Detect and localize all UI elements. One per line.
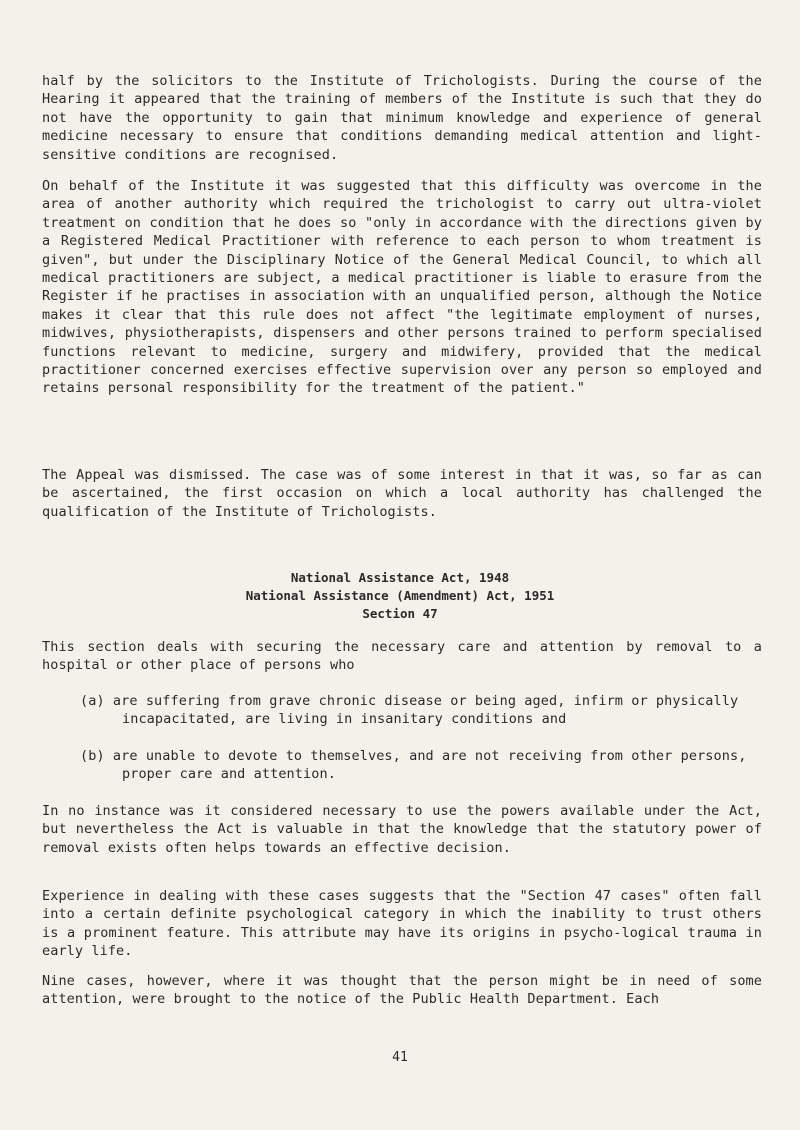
- paragraph-trichologists-hearing: half by the solicitors to the Institute of Trichologists. During the course of the Hearing it appeared that the training of members of the Institute is such that they do not have the opportunity to gain that minimum knowledge and experience of general medicine necessary to ensure that conditions demanding medical attention and light-sensitive conditions are recognised.: [42, 73, 762, 163]
- paragraph-nine-cases: Nine cases, however, where it was thought that the person might be in need of some attention, were brought to the notice of the Public Health Department. Each: [42, 973, 762, 1008]
- heading-section-47: Section 47: [362, 606, 438, 621]
- heading-national-assistance-act: National Assistance Act, 1948: [290, 570, 510, 585]
- page-number: 41: [392, 1050, 408, 1065]
- paragraph-appeal-dismissed: The Appeal was dismissed. The case was of some interest in that it was, so far as can be ascertained, the first occasion on which a local authority has challenged the qualification of the Institute of Trichologists.: [42, 467, 762, 520]
- list-item-b: (b) are unable to devote to themselves, and are not receiving from other persons, proper care and attention.: [80, 748, 747, 783]
- paragraph-institute-behalf: On behalf of the Institute it was suggested that this difficulty was overcome in the area of another authority which required the trichologist to carry out ultra-violet treatment on condition that he does so "only in accordance with the directions given by a Registered Medical Practitioner with reference to each person to whom treatment is given", but under the Disciplinary Notice of the General Medical Council, to which all medical practitioners are subject, a medical practitioner is liable to erasure from the Register if he practises in association with an unqualified person, although the Notice makes it clear that this rule does not affect "the legitimate employment of nurses, midwives, physiotherapists, dispensers and other persons trained to perform specialised functions relevant to medicine, surgery and midwifery, provided that the medical practitioner concerned exercises effective supervision over any person so employed and retains personal responsibility for the treatment of the patient.": [42, 178, 762, 397]
- paragraph-experience: Experience in dealing with these cases suggests that the "Section 47 cases" often fall into a certain definite psychological category in which the inability to trust others is a prominent feature. This attribute may have its origins in psycho-logical trauma in early life.: [42, 888, 762, 960]
- paragraph-section-purpose: This section deals with securing the necessary care and attention by removal to a hospital or other place of persons who: [42, 639, 762, 674]
- paragraph-powers-not-used: In no instance was it considered necessary to use the powers available under the Act, but nevertheless the Act is valuable in that the knowledge that the statutory power of removal exists often helps towards an effective decision.: [42, 803, 762, 856]
- heading-amendment-act: National Assistance (Amendment) Act, 1951: [245, 588, 555, 603]
- list-item-a: (a) are suffering from grave chronic disease or being aged, infirm or physically incapacitated, are living in insanitary conditions and: [80, 693, 739, 728]
